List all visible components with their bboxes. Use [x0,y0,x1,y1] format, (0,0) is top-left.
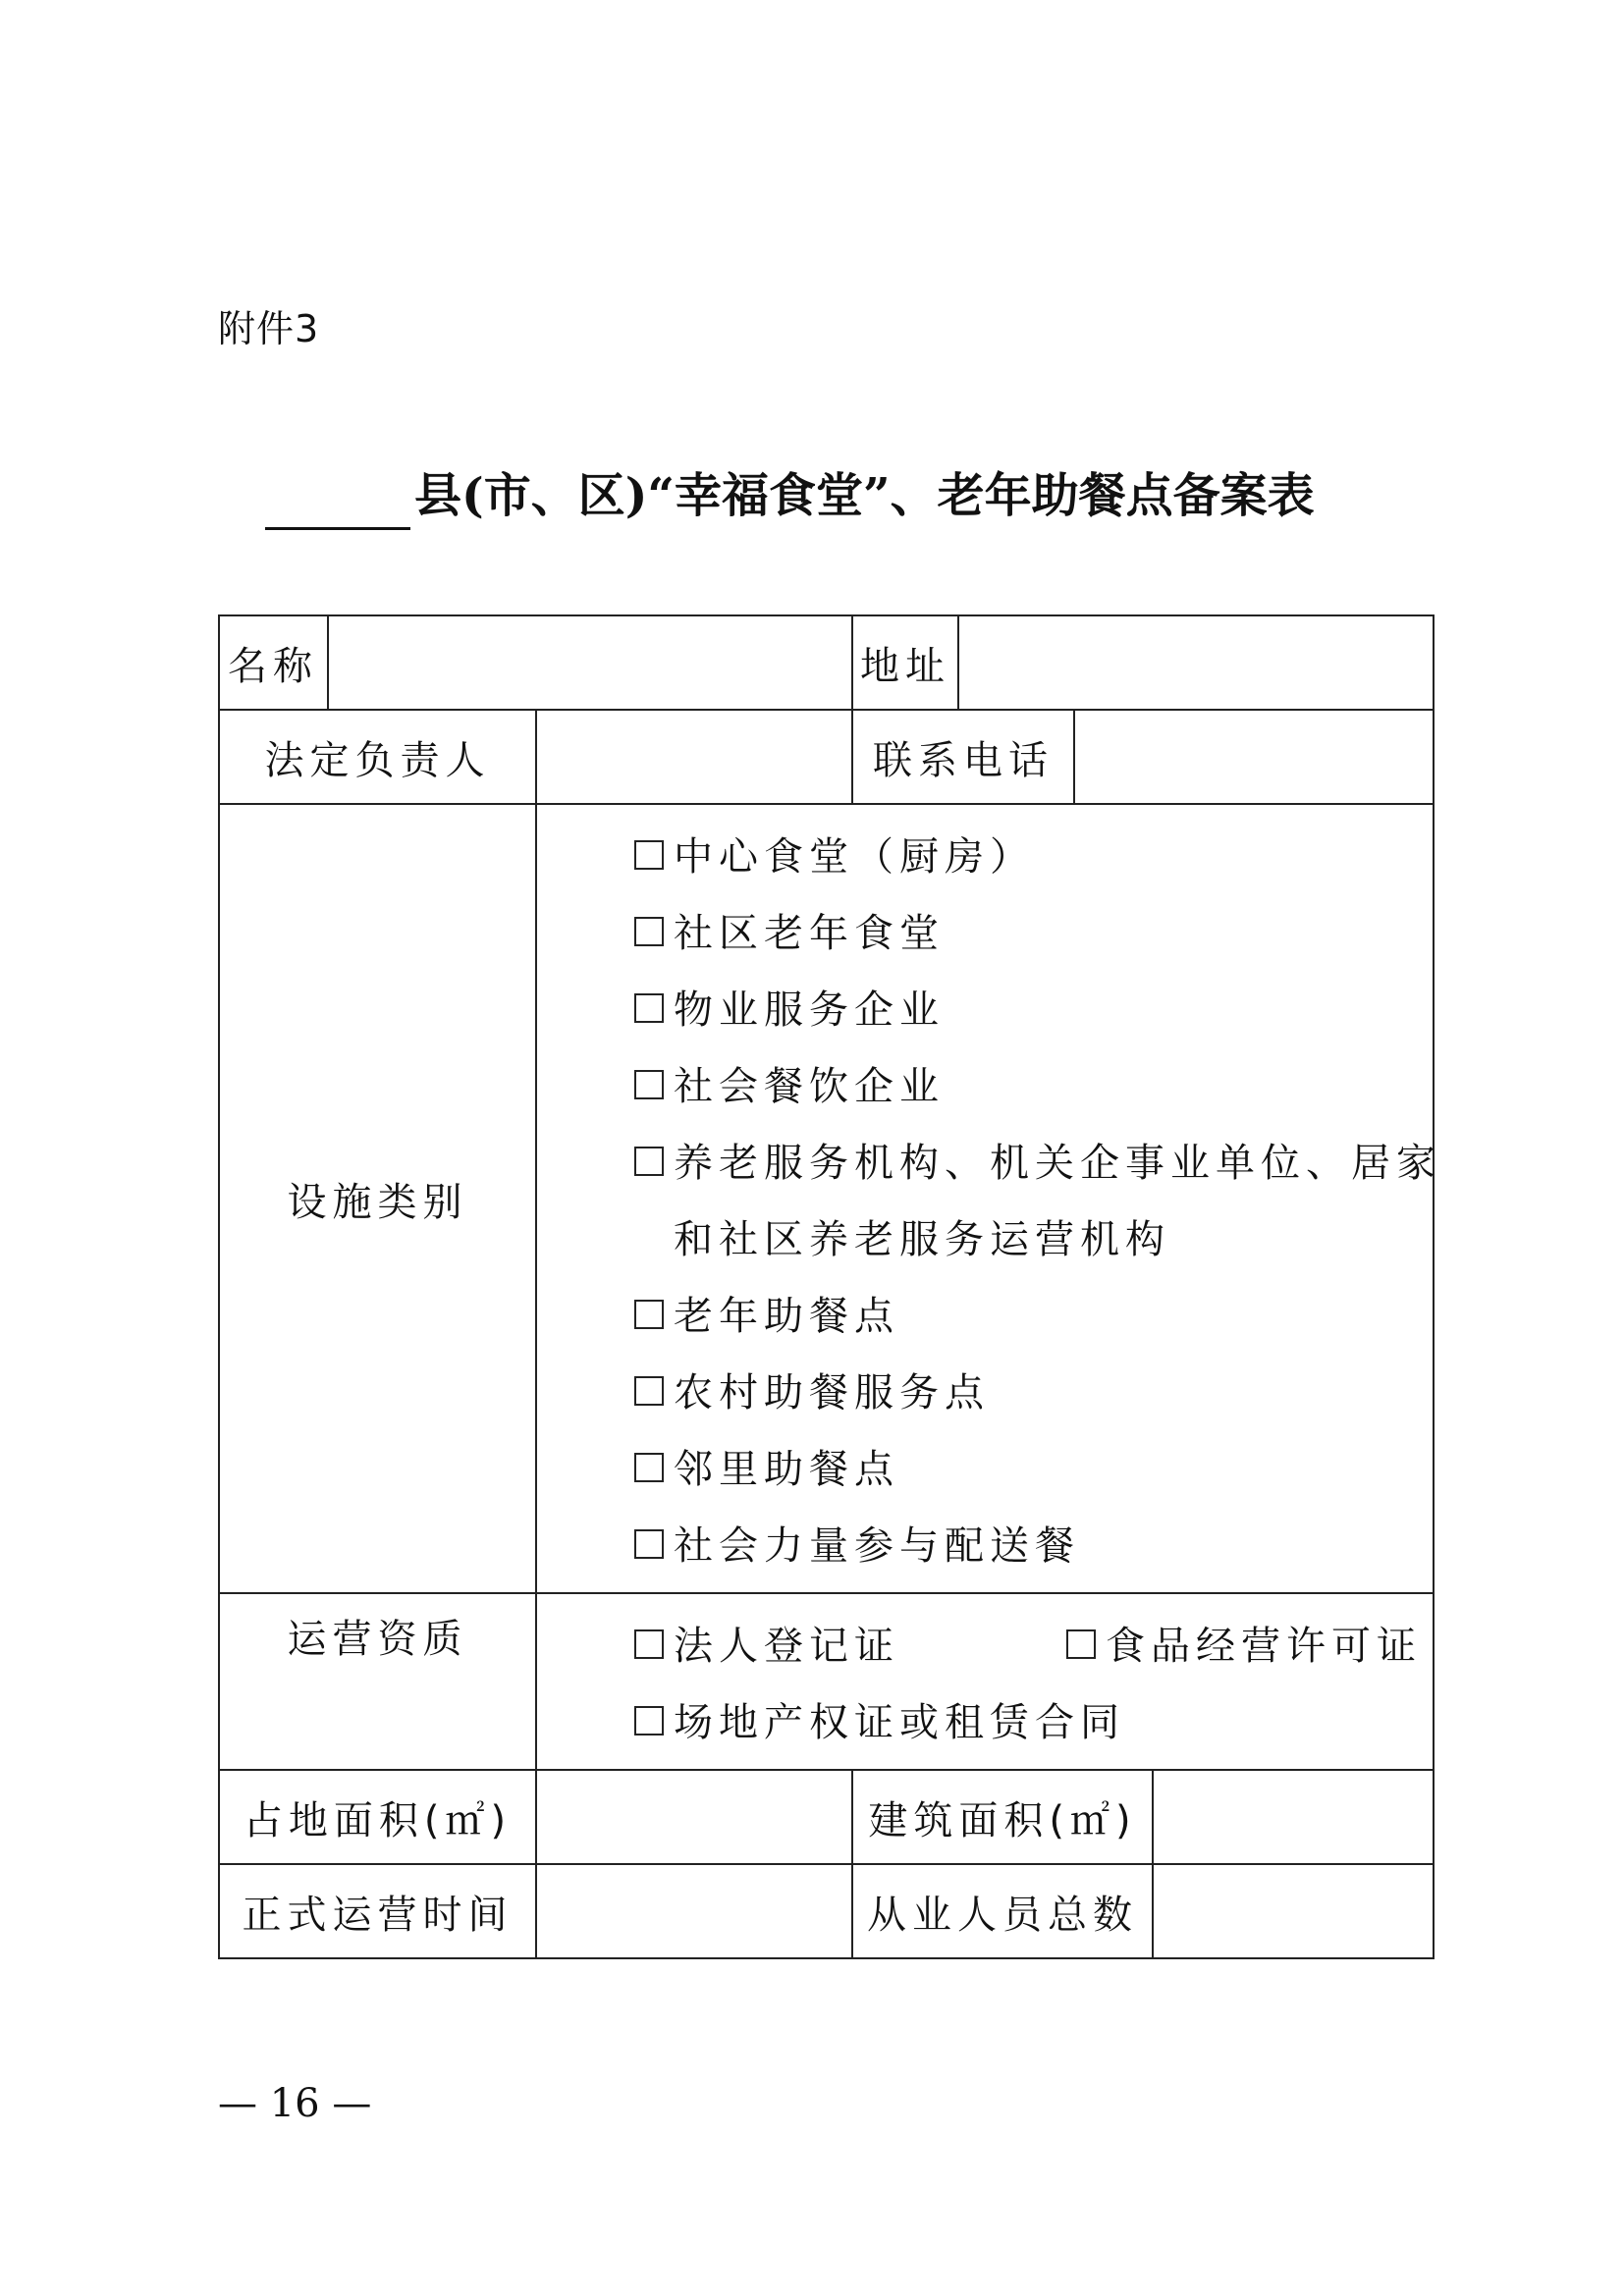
checkbox-icon[interactable] [634,1529,664,1559]
table-row [219,1864,1434,1958]
registration-form-table [218,614,1441,1959]
checkbox-icon[interactable] [634,840,664,870]
facility-option[interactable] [220,819,1433,895]
facility-option[interactable] [220,1125,1441,1201]
phone-label: 联系电话 [852,710,1074,804]
facility-option-label: 老年助餐点 [674,1294,899,1339]
facility-option[interactable] [220,972,1433,1048]
staff-count-field[interactable] [1153,1864,1434,1958]
table-row [219,710,1434,804]
facility-option-label: 社会餐饮企业 [674,1064,945,1109]
facility-option-label: 社区老年食堂 [674,911,945,956]
operation-time-label: 正式运营时间 [219,1864,536,1958]
attachment-label: 附件3 [218,307,320,350]
legal-person-label: 法定负责人 [219,710,536,804]
facility-option[interactable] [220,1048,1433,1125]
facility-option-label: 社会力量参与配送餐 [674,1523,1080,1569]
building-area-label: 建筑面积(㎡) [852,1770,1153,1864]
name-field[interactable] [328,615,852,710]
table-row [219,1593,1434,1770]
page-title [265,461,1424,530]
facility-option[interactable] [220,895,1433,972]
qualification-option[interactable] [634,1608,1066,1684]
county-blank-line[interactable] [265,476,410,530]
facility-option[interactable] [220,1355,1433,1431]
facility-option-label: 物业服务企业 [674,988,945,1033]
table-row [219,804,1434,1593]
facility-option[interactable] [220,1278,1433,1355]
checkbox-icon[interactable] [634,1376,664,1406]
checkbox-icon[interactable] [634,1147,664,1176]
qualification-row [220,1608,1433,1684]
page-number: — 16 — [218,2081,372,2126]
qualification-options-cell [536,1593,1434,1770]
address-label: 地址 [852,615,958,710]
qualification-label: 运营资质 [219,1593,536,1770]
land-area-label: 占地面积(㎡) [219,1770,536,1864]
checkbox-icon[interactable] [634,1453,664,1482]
checkbox-icon[interactable] [634,1070,664,1099]
facility-option[interactable] [220,1508,1433,1584]
legal-person-field[interactable] [536,710,852,804]
facility-option-label: 农村助餐服务点 [674,1370,990,1415]
facility-option[interactable] [220,1431,1433,1508]
staff-count-label: 从业人员总数 [852,1864,1153,1958]
qualification-option[interactable] [1066,1608,1422,1684]
name-label: 名称 [219,615,328,710]
checkbox-icon[interactable] [634,1300,664,1329]
facility-option-label: 中心食堂（厨房） [674,834,1035,880]
table-row [219,1770,1434,1864]
table-row [219,615,1434,710]
checkbox-icon[interactable] [1066,1629,1096,1659]
title-text: 县(市、区)“幸福食堂”、老年助餐点备案表 [414,468,1315,523]
qualification-option-label: 食品经营许可证 [1106,1624,1422,1669]
operation-time-field[interactable] [536,1864,852,1958]
land-area-field[interactable] [536,1770,852,1864]
facility-option-continued [220,1201,1433,1278]
facility-option-label: 养老服务机构、机关企事业单位、居家 [674,1141,1441,1186]
qualification-option-label: 法人登记证 [674,1624,899,1669]
checkbox-icon[interactable] [634,1706,664,1735]
checkbox-icon[interactable] [634,1629,664,1659]
phone-field[interactable] [1074,710,1434,804]
facility-option-label: 邻里助餐点 [674,1447,899,1492]
facility-options-cell [536,804,1441,1593]
checkbox-icon[interactable] [634,993,664,1023]
address-field[interactable] [958,615,1434,710]
facility-option-label: 和社区养老服务运营机构 [674,1217,1170,1262]
qualification-option[interactable] [220,1684,1433,1761]
qualification-option-label: 场地产权证或租赁合同 [674,1700,1125,1745]
facility-type-label: 设施类别 [219,804,536,1593]
building-area-field[interactable] [1153,1770,1434,1864]
checkbox-icon[interactable] [634,917,664,946]
